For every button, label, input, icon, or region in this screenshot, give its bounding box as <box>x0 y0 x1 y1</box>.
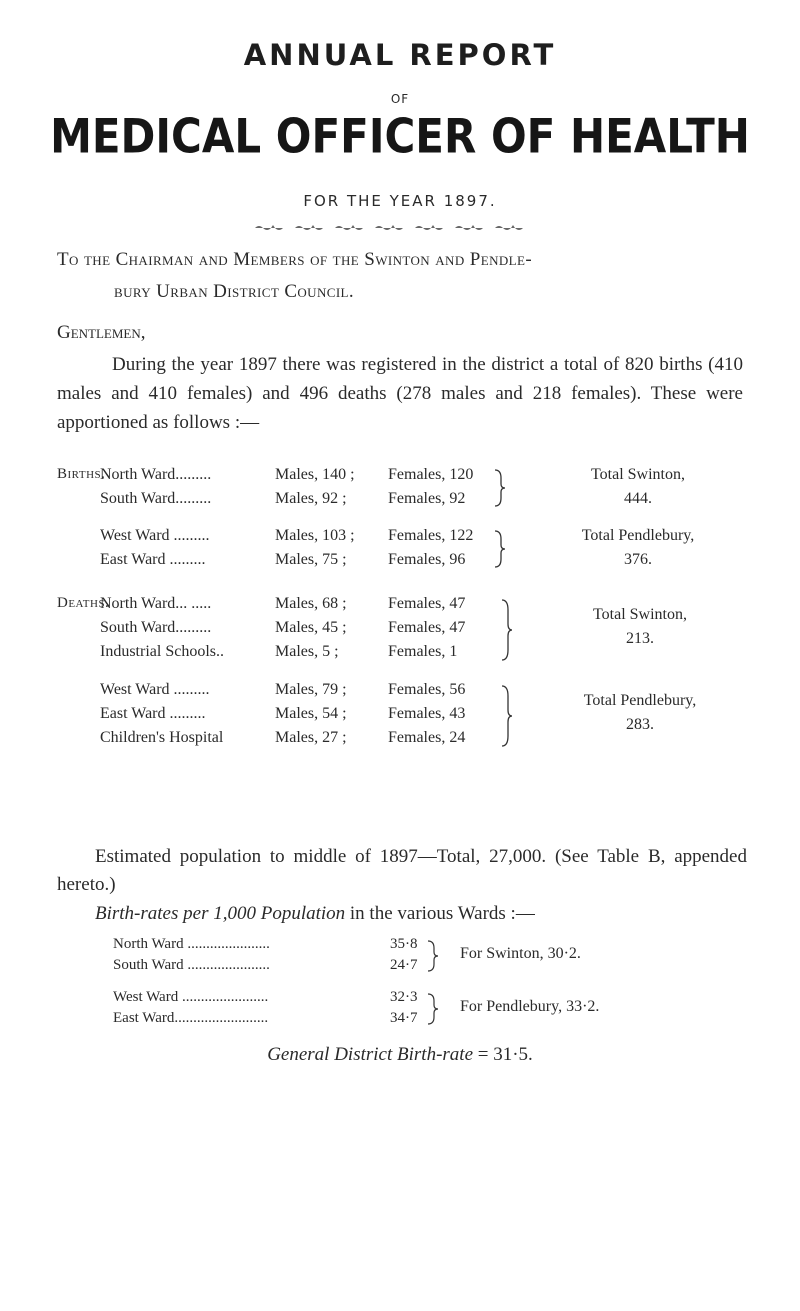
deaths-row-ward: South Ward......... <box>100 619 212 636</box>
report-year: FOR THE YEAR 1897. <box>303 192 497 210</box>
birth-rate-ward: West Ward ....................... <box>113 989 269 1005</box>
deaths-row-females: Females, 24 <box>388 729 466 746</box>
general-birth-rate-value: = 31·5. <box>473 1044 533 1065</box>
deaths-total-value: 283. <box>626 716 654 733</box>
deaths-row-ward: Children's Hospital <box>100 729 224 746</box>
address-line-2: bury Urban District Council. <box>114 281 355 302</box>
births-label: Births. <box>57 466 106 482</box>
birth-rate-ward: South Ward ...................... <box>113 957 270 973</box>
births-row-females: Females, 92 <box>388 490 466 507</box>
deaths-row-ward: East Ward ......... <box>100 705 206 722</box>
ornament-divider <box>250 222 550 234</box>
intro-paragraph: During the year 1897 there was registered in the district a total of 820 births (410 males and 410 females) and 496 deaths (278 males and 218 females). These were apportioned as follows :— <box>57 354 743 433</box>
births-row-ward: North Ward......... <box>100 466 212 483</box>
deaths-row-males: Males, 68 ; <box>275 595 347 612</box>
population-paragraph: Estimated population to middle of 1897—Total, 27,000. (See Table B, appended hereto.) <box>57 846 747 895</box>
deaths-row-males: Males, 79 ; <box>275 681 347 698</box>
births-total-value: 376. <box>624 551 652 568</box>
deaths-row-males: Males, 54 ; <box>275 705 347 722</box>
deaths-row-females: Females, 56 <box>388 681 466 698</box>
births-total-label: Total Pendlebury, <box>581 527 695 544</box>
births-row-ward: East Ward ......... <box>100 551 206 568</box>
birth-rates-heading-italic: Birth-rates per 1,000 Population <box>95 903 346 924</box>
births-total-label: Total Swinton, <box>591 466 685 483</box>
births-row-females: Females, 120 <box>388 466 474 483</box>
deaths-row-ward: Industrial Schools.. <box>100 643 224 660</box>
deaths-label: Deaths. <box>57 595 110 611</box>
brace <box>500 598 512 662</box>
birth-rate-ward: North Ward ...................... <box>113 936 270 952</box>
deaths-row-males: Males, 27 ; <box>275 729 347 746</box>
birth-rates-heading <box>95 903 535 925</box>
births-row-males: Males, 75 ; <box>275 551 347 568</box>
birth-rate-ward: East Ward......................... <box>113 1010 269 1026</box>
report-subject: MEDICAL OFFICER OF HEALTH <box>50 109 750 164</box>
deaths-total-label: Total Pendlebury, <box>583 692 697 709</box>
deaths-row-females: Females, 43 <box>388 705 466 722</box>
births-row-males: Males, 103 ; <box>275 527 355 544</box>
brace <box>493 529 505 569</box>
births-total-value: 444. <box>624 490 652 507</box>
deaths-row-females: Females, 1 <box>388 643 458 660</box>
deaths-total-label: Total Swinton, <box>593 606 687 623</box>
birth-rate-value: 35·8 <box>390 936 418 952</box>
births-row-ward: South Ward......... <box>100 490 212 507</box>
title-of: OF <box>390 92 410 106</box>
deaths-row-males: Males, 5 ; <box>275 643 339 660</box>
births-row-males: Males, 92 ; <box>275 490 347 507</box>
birth-rate-total-swinton: For Swinton, 30·2. <box>460 945 581 962</box>
brace <box>493 468 505 508</box>
births-row-ward: West Ward ......... <box>100 527 210 544</box>
brace <box>426 992 438 1026</box>
births-row-females: Females, 96 <box>388 551 466 568</box>
deaths-row-ward: West Ward ......... <box>100 681 210 698</box>
deaths-row-females: Females, 47 <box>388 595 466 612</box>
brace <box>426 939 438 973</box>
general-birth-rate-label: General District Birth-rate <box>267 1044 473 1065</box>
deaths-row-ward: North Ward... ..... <box>100 595 212 612</box>
births-row-males: Males, 140 ; <box>275 466 355 483</box>
birth-rate-value: 34·7 <box>390 1010 418 1026</box>
report-title: ANNUAL REPORT <box>243 38 557 72</box>
births-row-females: Females, 122 <box>388 527 474 544</box>
birth-rates-heading-rest: in the various Wards :— <box>345 903 535 924</box>
address-block <box>57 244 747 308</box>
deaths-row-females: Females, 47 <box>388 619 466 636</box>
birth-rate-value: 32·3 <box>390 989 418 1005</box>
deaths-row-males: Males, 45 ; <box>275 619 347 636</box>
birth-rate-value: 24·7 <box>390 957 418 973</box>
brace <box>500 684 512 748</box>
address-line-1: To the Chairman and Members of the Swinton and Pendle- <box>57 249 533 270</box>
birth-rate-total-pendlebury: For Pendlebury, 33·2. <box>460 998 600 1015</box>
deaths-total-value: 213. <box>626 630 654 647</box>
general-birth-rate <box>0 1044 800 1066</box>
salutation: Gentlemen, <box>57 322 146 343</box>
